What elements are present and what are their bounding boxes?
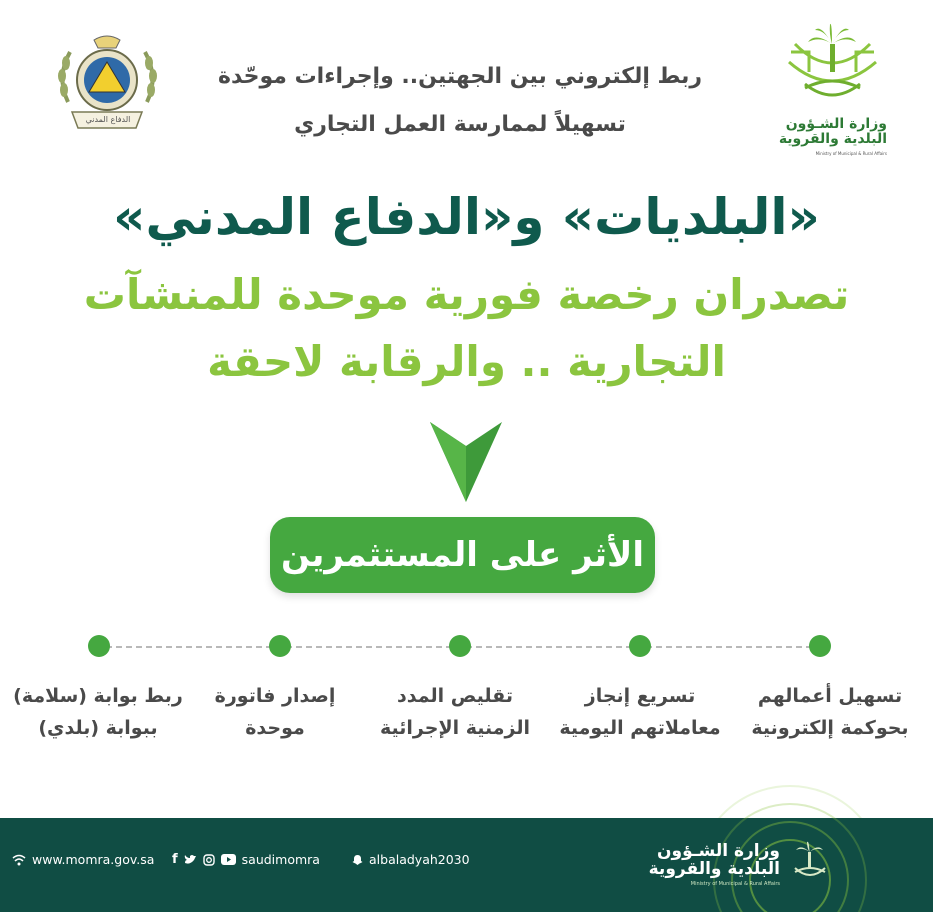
timeline-dot xyxy=(88,635,110,657)
footer-emblem-icon xyxy=(785,838,835,888)
youtube-icon[interactable] xyxy=(221,854,236,865)
timeline-item-line2: ببوابة (بلدي) xyxy=(38,717,158,739)
footer-ministry-line1: وزارة الشـؤون xyxy=(657,841,780,861)
ministry-logo xyxy=(775,22,890,162)
civil-defense-logo-text: الدفاع المدني xyxy=(85,115,131,124)
timeline-item-line2: الزمنية الإجرائية xyxy=(380,717,530,739)
timeline-item-line2: موحدة xyxy=(245,717,305,739)
header-line-2: تسهيلاً لممارسة العمل التجاري xyxy=(294,112,626,137)
timeline-item xyxy=(8,680,188,744)
snapchat-text[interactable]: albaladyah2030 xyxy=(369,852,470,867)
website-text[interactable]: www.momra.gov.sa xyxy=(32,852,155,867)
footer-ministry-line2: البلدية والقروية xyxy=(648,859,780,879)
timeline-dot xyxy=(629,635,651,657)
footer-ministry-name xyxy=(640,842,780,878)
subtitle-line-1: تصدران رخصة فورية موحدة للمنشآت xyxy=(83,270,850,319)
instagram-icon[interactable] xyxy=(203,854,215,866)
subtitle-line-2: التجارية .. والرقابة لاحقة xyxy=(207,337,726,386)
timeline-dot xyxy=(449,635,471,657)
timeline-item-line1: تسهيل أعمالهم xyxy=(757,685,903,707)
main-title: «البلديات» و«الدفاع المدني» xyxy=(113,188,820,246)
footer-ministry-en: Ministry of Municipal & Rural Affairs xyxy=(690,881,780,887)
twitter-icon[interactable] xyxy=(184,854,197,865)
ministry-logo-line2: البلدية والقروية xyxy=(778,131,887,147)
down-arrow-icon xyxy=(430,420,502,502)
timeline-item xyxy=(365,680,545,744)
timeline-item-line1: إصدار فاتورة xyxy=(214,685,336,707)
timeline-item-line1: تسريع إنجاز xyxy=(584,685,696,707)
facebook-icon[interactable]: f xyxy=(172,852,178,867)
palm-swords-emblem-icon xyxy=(775,22,890,117)
civil-defense-logo xyxy=(50,32,165,142)
timeline-dot xyxy=(269,635,291,657)
ministry-logo-en: Ministry of Municipal & Rural Affairs xyxy=(815,151,887,156)
impact-heading: الأثر على المستثمرين xyxy=(270,517,655,593)
timeline-item-line1: ربط بوابة (سلامة) xyxy=(13,685,183,707)
timeline-item-line1: تقليص المدد xyxy=(397,685,513,707)
timeline-item-line2: بحوكمة إلكترونية xyxy=(751,717,909,739)
ministry-logo-line1: وزارة الشـؤون xyxy=(785,116,887,132)
footer-social[interactable] xyxy=(172,852,320,867)
timeline-dot xyxy=(809,635,831,657)
civil-defense-emblem-icon xyxy=(50,32,165,142)
wifi-icon xyxy=(12,854,26,866)
social-handle-text[interactable]: saudimomra xyxy=(241,852,320,867)
header-line-1: ربط إلكتروني بين الجهتين.. وإجراءات موحّدة xyxy=(217,64,703,89)
snapchat-icon xyxy=(352,854,363,866)
footer-website[interactable] xyxy=(12,852,154,867)
footer-snapchat[interactable] xyxy=(352,852,470,867)
timeline-item-line2: معاملاتهم اليومية xyxy=(559,717,721,739)
timeline-item xyxy=(550,680,730,744)
timeline-item xyxy=(185,680,365,744)
timeline-item xyxy=(740,680,920,744)
